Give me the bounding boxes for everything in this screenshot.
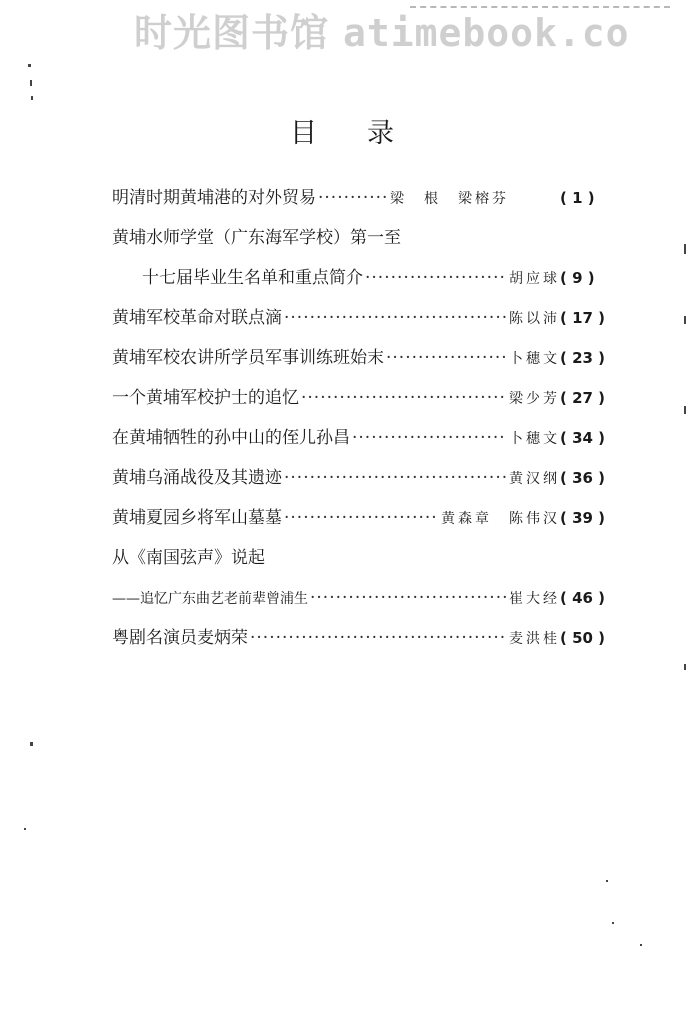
toc-entry[interactable]: [112, 578, 622, 618]
scan-speck: [30, 742, 33, 746]
toc-entry-authors: 卜穗文: [509, 351, 560, 367]
toc-entry-page: ( 1 ): [560, 189, 595, 207]
scan-speck: [31, 96, 33, 100]
toc-entry-title: 一个黄埔军校护士的追忆: [112, 388, 299, 408]
toc-entry[interactable]: [112, 498, 622, 538]
toc-entry-title: 粤剧名演员麦炳荣: [112, 628, 248, 648]
watermark-chinese: 时光图书馆: [134, 11, 330, 55]
scan-speck: [684, 406, 686, 414]
toc-entry-authors: 陈以沛: [509, 311, 560, 327]
leader-dots: [318, 178, 388, 218]
toc-entry[interactable]: [112, 378, 622, 418]
toc-entry[interactable]: [112, 258, 622, 298]
toc-entry[interactable]: [112, 418, 622, 458]
toc-entry-authors: 黄森章 陈伟汉: [441, 511, 560, 527]
toc-entry[interactable]: [112, 298, 622, 338]
toc-entry-page: ( 34 ): [560, 429, 606, 447]
toc-entry-title: ——追忆广东曲艺老前辈曾浦生: [112, 591, 308, 607]
toc-entry-authors: 梁少芳: [509, 391, 560, 407]
toc-entry-title: 黄埔军校革命对联点滴: [112, 308, 282, 328]
watermark-latin: atimebook.co: [343, 11, 630, 55]
toc-entry[interactable]: [112, 218, 622, 258]
page-title: 目录: [290, 118, 444, 149]
scan-speck: [684, 244, 686, 254]
leader-dots: [352, 418, 507, 458]
toc-entry-authors: 麦洪桂: [509, 631, 560, 647]
toc-entry-page: ( 9 ): [560, 269, 595, 287]
leader-dots: [365, 258, 507, 298]
toc-entry-authors: 胡应球: [509, 271, 560, 287]
toc-entry[interactable]: [112, 338, 622, 378]
leader-dots: [386, 338, 507, 378]
leader-dots: [301, 378, 507, 418]
toc-entry-title: 十七届毕业生名单和重点简介: [142, 268, 363, 288]
leader-dots: [284, 298, 507, 338]
toc-entry-page: ( 23 ): [560, 349, 606, 367]
toc-entry-authors: 梁 根 梁榕芬: [390, 191, 509, 207]
toc-entry-title: 明清时期黄埔港的对外贸易: [112, 188, 316, 208]
toc-entry[interactable]: [112, 618, 622, 658]
toc-entry-title: 黄埔乌涌战役及其遗迹: [112, 468, 282, 488]
toc-entry-page: ( 27 ): [560, 389, 606, 407]
toc-entry-page: ( 17 ): [560, 309, 606, 327]
leader-dots: [284, 498, 439, 538]
scan-speck: [606, 880, 608, 882]
toc-entry-title: 黄埔军校农讲所学员军事训练班始末: [112, 348, 384, 368]
toc-entry-title: 黄埔水师学堂（广东海军学校）第一至: [112, 228, 401, 248]
watermark: [134, 8, 630, 58]
leader-dots: [250, 618, 507, 658]
toc-entry-page: ( 50 ): [560, 629, 606, 647]
toc-entry-title: 在黄埔牺牲的孙中山的侄儿孙昌: [112, 428, 350, 448]
toc-entry-authors: 黄汉纲: [509, 471, 560, 487]
toc-entry-title: 黄埔夏园乡将军山墓墓: [112, 508, 282, 528]
scan-speck: [684, 316, 686, 324]
scan-speck: [640, 944, 642, 946]
scan-speck: [24, 828, 26, 830]
toc-entry-page: ( 46 ): [560, 589, 606, 607]
toc-entry-page: ( 36 ): [560, 469, 606, 487]
leader-dots: [284, 458, 507, 498]
toc-entry-title: 从《南国弦声》说起: [112, 548, 265, 568]
leader-dots: [310, 578, 507, 618]
toc-entry-page: ( 39 ): [560, 509, 606, 527]
table-of-contents: [112, 178, 622, 658]
scan-speck: [684, 664, 686, 670]
toc-entry[interactable]: [112, 178, 622, 218]
toc-entry[interactable]: [112, 538, 622, 578]
toc-entry-authors: 崔大经: [509, 591, 560, 607]
scan-speck: [30, 80, 32, 86]
toc-entry-authors: 卜穗文: [509, 431, 560, 447]
scan-speck: [612, 922, 614, 924]
scan-speck: [28, 64, 31, 67]
toc-entry[interactable]: [112, 458, 622, 498]
